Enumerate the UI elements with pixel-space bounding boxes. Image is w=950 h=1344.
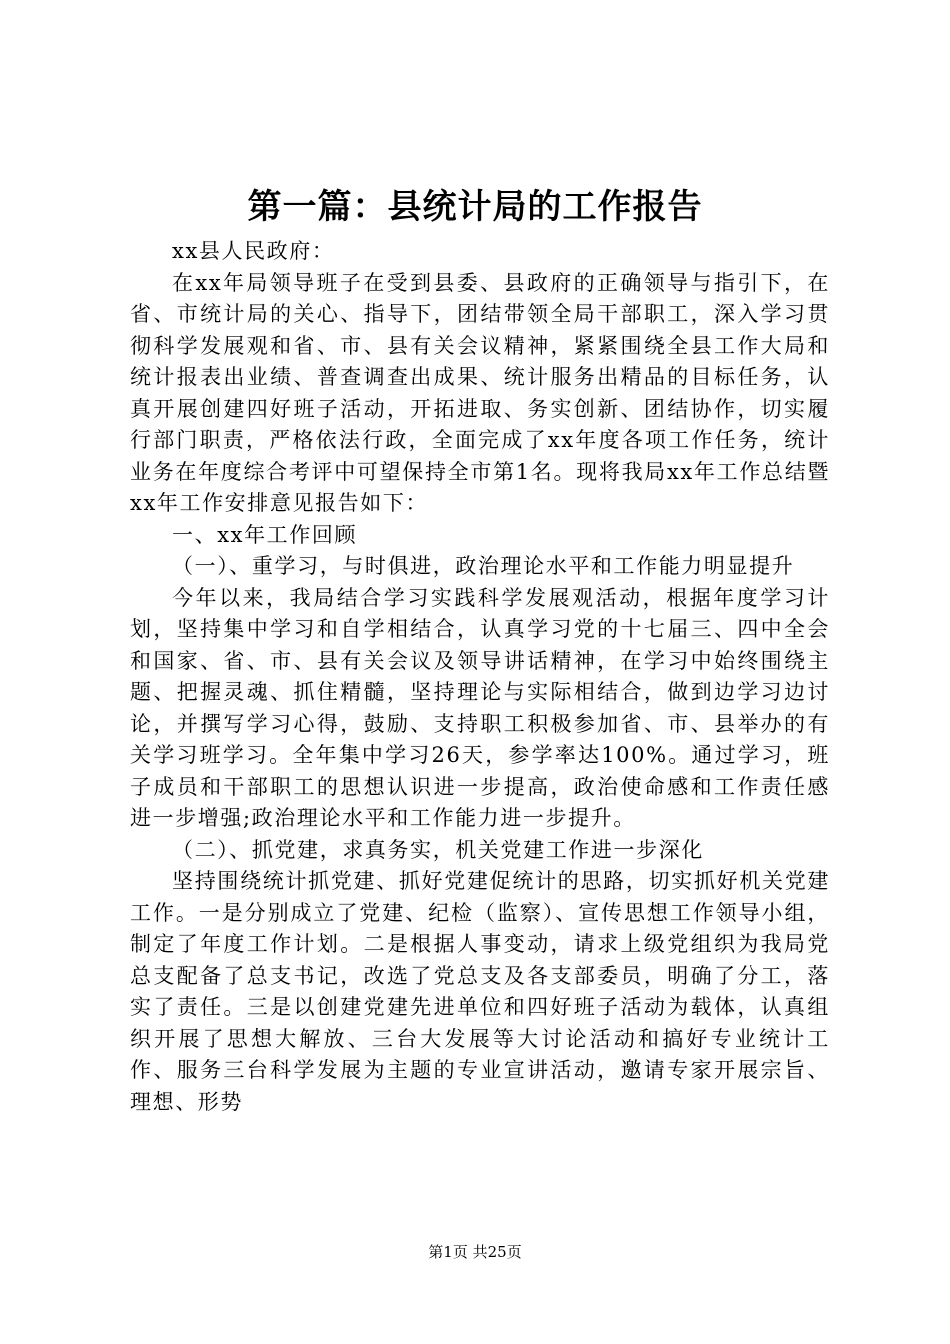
paragraph-salutation: xx县人民政府： (172, 239, 335, 263)
document-body (130, 236, 830, 1118)
subsection-heading: （二）、抓党建，求真务实，机关党建工作进一步深化 (172, 837, 704, 862)
document-title: 第一篇：县统计局的工作报告 (247, 187, 703, 227)
section-heading: 一、xx年工作回顾 (172, 522, 358, 547)
page-number-footer: 第1页 共25页 (428, 1243, 522, 1261)
paragraph: 今年以来，我局结合学习实践科学发展观活动，根据年度学习计划，坚持集中学习和自学相结合，认真学习党的十七届三、四中全会和国家、省、市、县有关会议及领导讲话精神，在学习中始终围绕主题、把握灵魂、抓住精髓，坚持理论与实际相结合，做到边学习边讨论，并撰写学习心得，鼓励、支持职工积极参加省、市、县举办的有关学习班学习。全年集中学习26天，参学率达100%。通过学习，班子成员和干部职工的思想认识进一步提高，政治使命感和工作责任感进一步增强;政治理论水平和工作能力进一步提升。 (130, 585, 830, 830)
paragraph-intro: 在xx年局领导班子在受到县委、县政府的正确领导与指引下，在省、市统计局的关心、指导下，团结带领全局干部职工，深入学习贯彻科学发展观和省、市、县有关会议精神，紧紧围绕全县工作大局和统计报表出业绩、普查调查出成果、统计服务出精品的目标任务，认真开展创建四好班子活动，开拓进取、务实创新、团结协作，切实履行部门职责，严格依法行政，全面完成了xx年度各项工作任务，统计业务在年度综合考评中可望保持全市第1名。现将我局xx年工作总结暨xx年工作安排意见报告如下： (130, 270, 830, 515)
subsection-heading: （一）、重学习，与时俱进，政治理论水平和工作能力明显提升 (172, 554, 795, 578)
paragraph: 坚持围绕统计抓党建、抓好党建促统计的思路，切实抓好机关党建工作。一是分别成立了党建、纪检（监察）、宣传思想工作领导小组，制定了年度工作计划。二是根据人事变动，请求上级党组织为我局党总支配备了总支书记，改选了党总支及各支部委员，明确了分工，落实了责任。三是以创建党建先进单位和四好班子活动为载体，认真组织开展了思想大解放、三台大发展等大讨论活动和搞好专业统计工作、服务三台科学发展为主题的专业宣讲活动，邀请专家开展宗旨、理想、形势 (130, 869, 830, 1114)
